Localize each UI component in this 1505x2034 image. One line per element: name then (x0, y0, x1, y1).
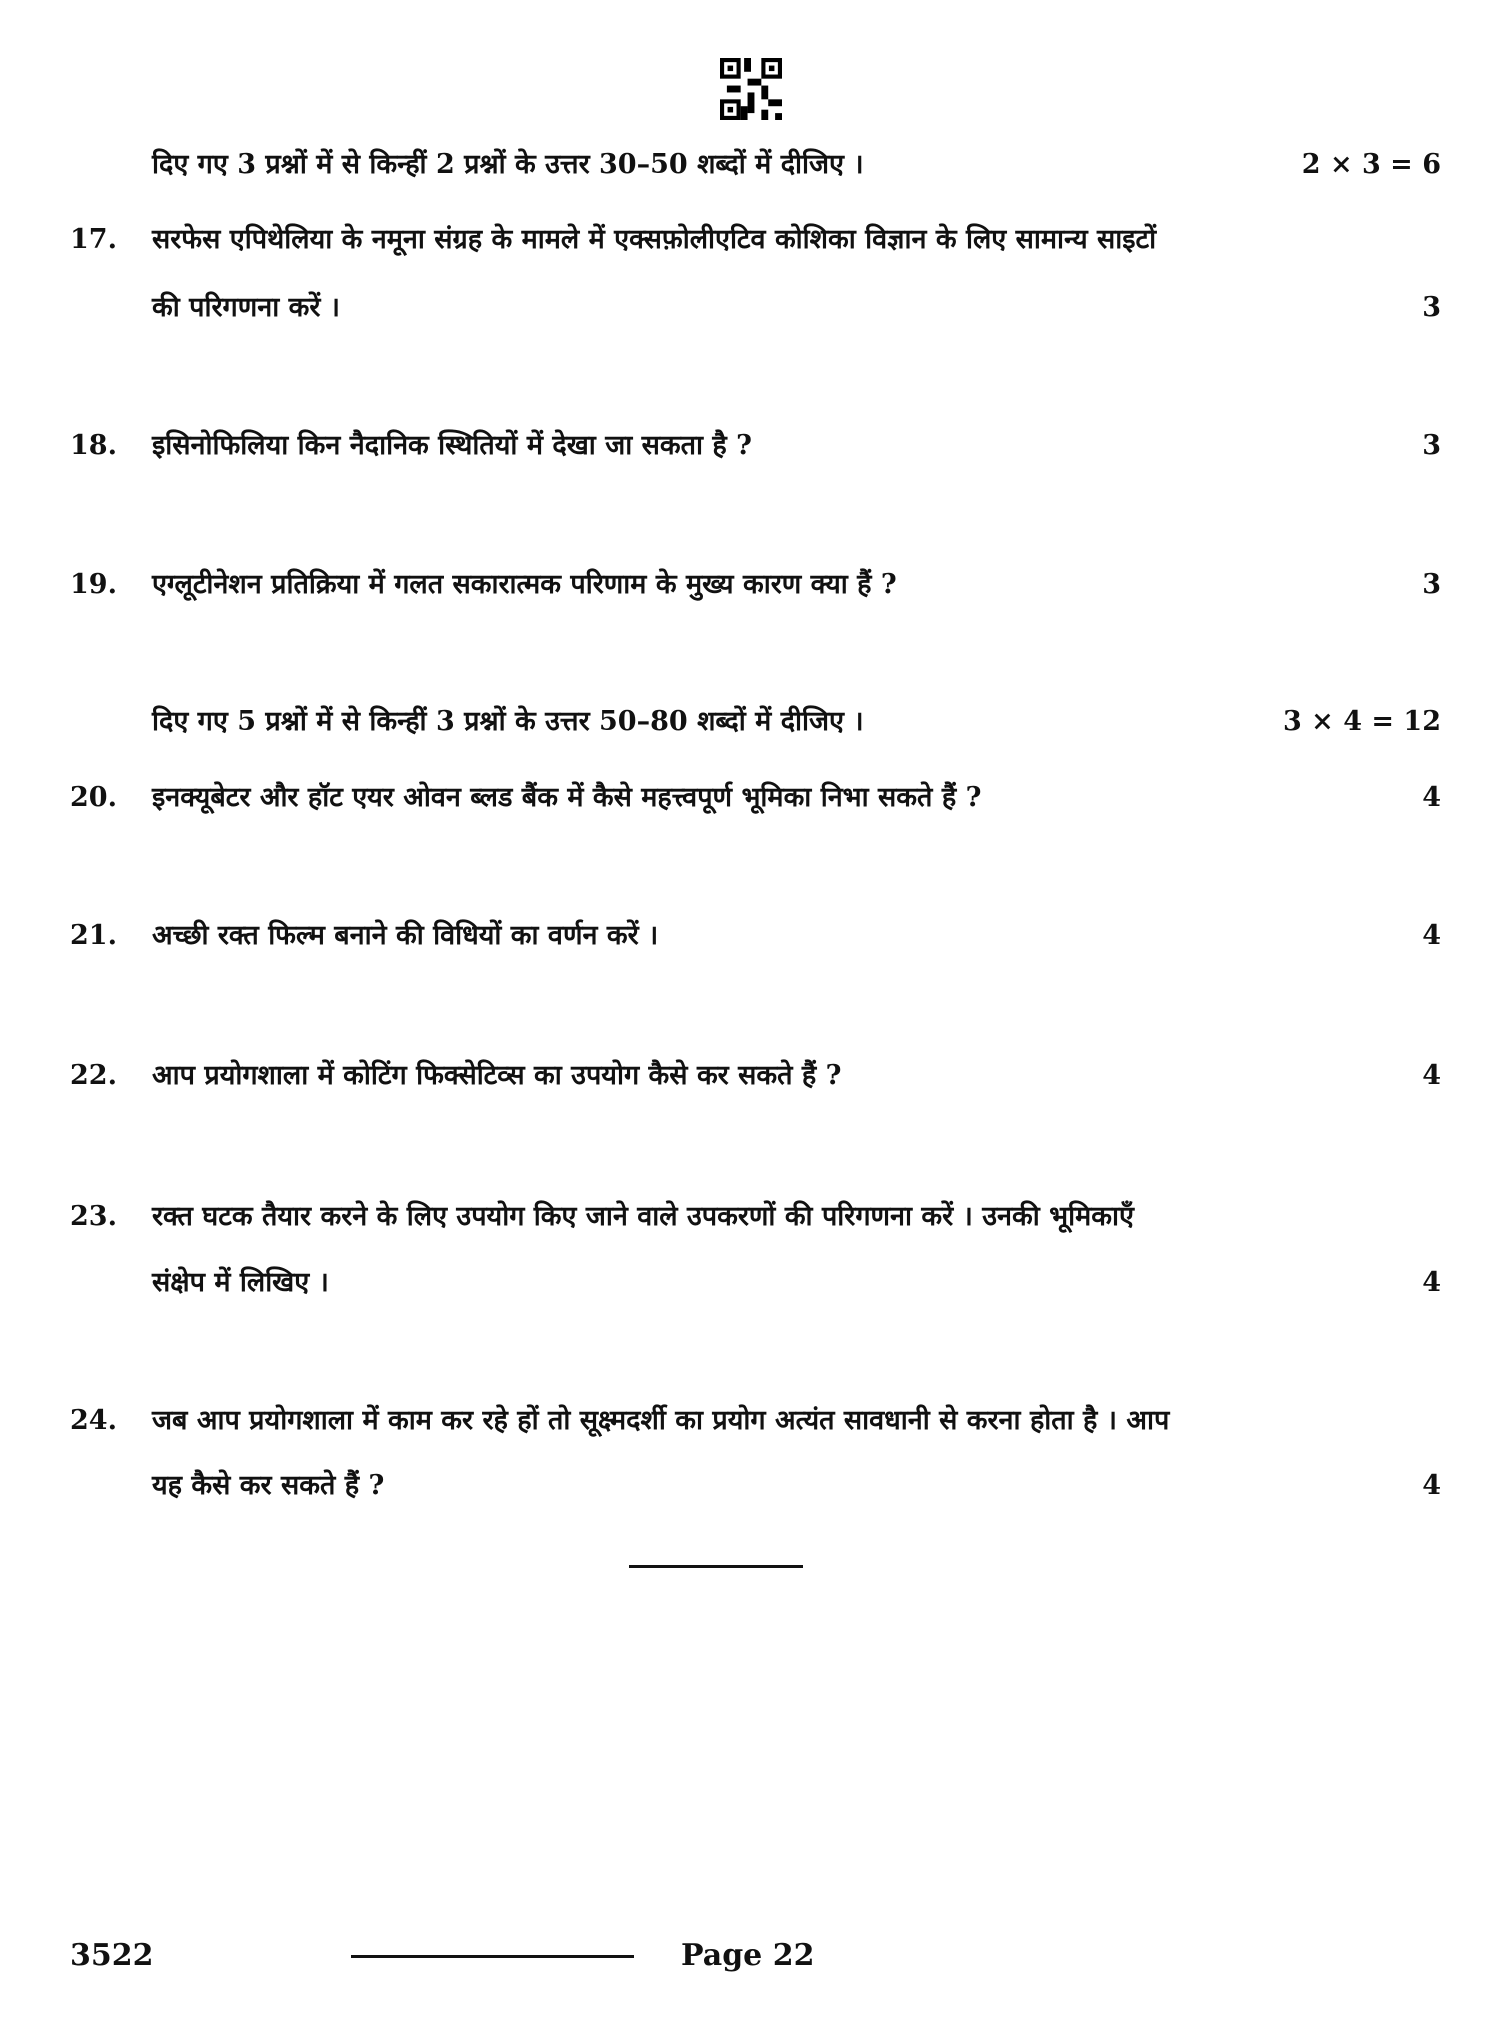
instruction-text: दिए गए 3 प्रश्नों में से किन्हीं 2 प्रश्नों के उत्तर 30–50 शब्दों में दीजिए । (152, 149, 864, 180)
question-21 (0, 916, 1505, 956)
question-17-cont (0, 288, 1505, 328)
paper-code: 3522 (70, 1938, 154, 1973)
question-23 (0, 1197, 1505, 1237)
question-number: 21. (70, 920, 117, 951)
question-text: यह कैसे कर सकते हैं ? (152, 1470, 385, 1501)
question-number: 17. (70, 224, 117, 255)
section-instruction (0, 145, 1505, 185)
question-17 (0, 220, 1505, 260)
question-text: एग्लूटीनेशन प्रतिक्रिया में गलत सकारात्मक परिणाम के मुख्य कारण क्या हैं ? (152, 569, 897, 600)
question-22 (0, 1056, 1505, 1096)
section-marks: 3 × 4 = 12 (1283, 706, 1441, 737)
question-number: 19. (70, 569, 117, 600)
question-19 (0, 565, 1505, 605)
question-text: की परिगणना करें । (152, 292, 341, 323)
instruction-text: दिए गए 5 प्रश्नों में से किन्हीं 3 प्रश्नों के उत्तर 50–80 शब्दों में दीजिए । (152, 706, 864, 737)
qr-code-icon (720, 58, 782, 120)
question-text: सरफेस एपिथेलिया के नमूना संग्रह के मामले में एक्सफ़ोलीएटिव कोशिका विज्ञान के लिए सामान्य साइटों (152, 224, 1157, 255)
question-text: संक्षेप में लिखिए । (152, 1267, 329, 1298)
section-instruction (0, 702, 1505, 742)
question-marks: 4 (1422, 1060, 1441, 1091)
page-number: Page 22 (681, 1938, 815, 1973)
question-marks: 4 (1422, 1470, 1441, 1501)
question-marks: 4 (1422, 782, 1441, 813)
question-text: इसिनोफिलिया किन नैदानिक स्थितियों में देखा जा सकता है ? (152, 430, 752, 461)
question-18 (0, 426, 1505, 466)
question-text: अच्छी रक्त फिल्म बनाने की विधियों का वर्णन करें । (152, 920, 659, 951)
question-marks: 3 (1422, 569, 1441, 600)
section-marks: 2 × 3 = 6 (1301, 149, 1441, 180)
question-marks: 4 (1422, 920, 1441, 951)
end-divider (629, 1565, 803, 1568)
footer-divider (351, 1955, 634, 1958)
question-20 (0, 778, 1505, 818)
question-number: 24. (70, 1405, 117, 1436)
question-text: जब आप प्रयोगशाला में काम कर रहे हों तो सूक्ष्मदर्शी का प्रयोग अत्यंत सावधानी से करना होता है । आप (152, 1405, 1170, 1436)
question-23-cont (0, 1263, 1505, 1303)
question-text: आप प्रयोगशाला में कोटिंग फिक्सेटिव्स का उपयोग कैसे कर सकते हैं ? (152, 1060, 842, 1091)
question-number: 23. (70, 1201, 117, 1232)
question-number: 22. (70, 1060, 117, 1091)
question-text: इनक्यूबेटर और हॉट एयर ओवन ब्लड बैंक में कैसे महत्त्वपूर्ण भूमिका निभा सकते हैं ? (152, 782, 982, 813)
question-marks: 3 (1422, 292, 1441, 323)
question-24 (0, 1401, 1505, 1441)
question-number: 18. (70, 430, 117, 461)
question-text: रक्त घटक तैयार करने के लिए उपयोग किए जाने वाले उपकरणों की परिगणना करें । उनकी भूमिकाएँ (152, 1201, 1134, 1232)
question-marks: 3 (1422, 430, 1441, 461)
question-marks: 4 (1422, 1267, 1441, 1298)
question-number: 20. (70, 782, 117, 813)
question-24-cont (0, 1466, 1505, 1506)
